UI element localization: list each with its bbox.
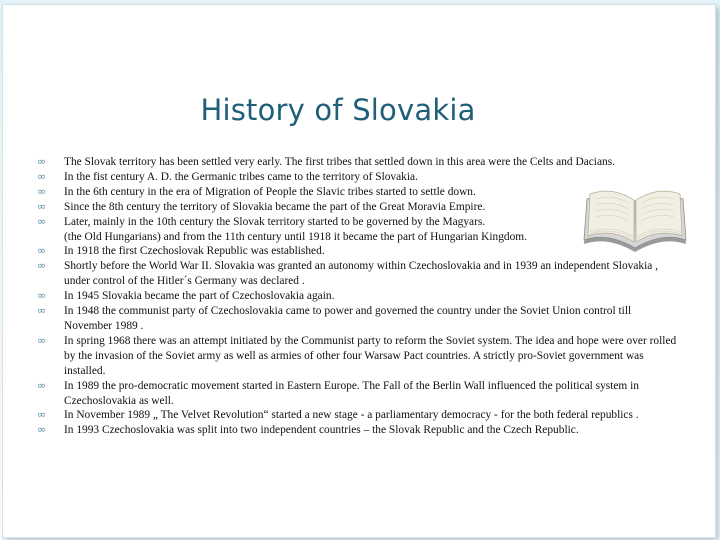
list-item-text: In 1945 Slovakia became the part of Czechoslovakia again.	[64, 290, 335, 303]
list-item-text: In 1948 the communist party of Czechoslovakia came to power and governed the country under the Soviet Union control till November 1989 .	[64, 305, 632, 332]
infinity-bullet-icon: ∞	[37, 408, 47, 422]
list-item-text: Shortly before the World War II. Slovakia was granted an autonomy within Czechoslovakia and in 1939 an independent Slovakia , under control of the Hitler´s Germany was declared .	[64, 260, 659, 288]
list-item	[37, 334, 682, 379]
list-item-text: In the fist century A. D. the Germanic tribes came to the territory of Slovakia.	[64, 170, 418, 183]
list-item-text: Later, mainly in the 10th century the Slovak territory started to be governed by the Magyars.	[64, 215, 486, 228]
list-item	[37, 289, 682, 304]
list-item	[37, 423, 682, 438]
list-item-text: In spring 1968 there was an attempt initiated by the Communist party to reform the Soviet system. The idea and hope were over rolled by the invasion of the Soviet army as well as armies of other four Warsaw Pact countries. A strictly pro-Soviet government was installed.	[64, 334, 677, 377]
list-item	[37, 304, 682, 334]
list-item	[37, 408, 682, 423]
infinity-bullet-icon: ∞	[37, 214, 47, 228]
list-item-text: In 1993 Czechoslovakia was split into two independent countries – the Slovak Republic and the Czech Republic.	[64, 424, 579, 437]
list-item	[37, 155, 682, 170]
infinity-bullet-icon: ∞	[37, 259, 47, 273]
list-item-continuation: (the Old Hungarians) and from the 11th century until 1918 it became the part of Hungarian Kingdom.	[64, 230, 527, 243]
infinity-bullet-icon: ∞	[37, 169, 47, 183]
infinity-bullet-icon: ∞	[37, 289, 47, 303]
infinity-bullet-icon: ∞	[37, 304, 47, 318]
list-item-text: In November 1989 „ The Velvet Revolution“ started a new stage - a parliamentary democracy - for the both federal republics .	[64, 409, 639, 422]
list-item	[37, 379, 682, 409]
infinity-bullet-icon: ∞	[37, 244, 47, 258]
open-book-icon	[582, 182, 688, 257]
infinity-bullet-icon: ∞	[37, 184, 47, 198]
infinity-bullet-icon: ∞	[37, 155, 47, 168]
slide-title: History of Slovakia	[200, 93, 476, 127]
infinity-bullet-icon: ∞	[37, 423, 47, 437]
infinity-bullet-icon: ∞	[37, 199, 47, 213]
infinity-bullet-icon: ∞	[37, 378, 47, 392]
list-item-text: Since the 8th century the territory of Slovakia became the part of the Great Moravia Empire.	[64, 200, 486, 213]
list-item-text: The Slovak territory has been settled very early. The first tribes that settled down in this area were the Celts and Dacians.	[64, 156, 616, 168]
infinity-bullet-icon: ∞	[37, 333, 47, 347]
list-item-text: In the 6th century in the era of Migration of People the Slavic tribes started to settle down.	[64, 185, 476, 198]
list-item-text: In 1918 the first Czechoslovak Republic was established.	[64, 245, 325, 258]
list-item	[37, 259, 682, 289]
list-item-text: In 1989 the pro-democratic movement started in Eastern Europe. The Fall of the Berlin Wall influenced the political system in Czechoslovakia as well.	[64, 379, 639, 407]
